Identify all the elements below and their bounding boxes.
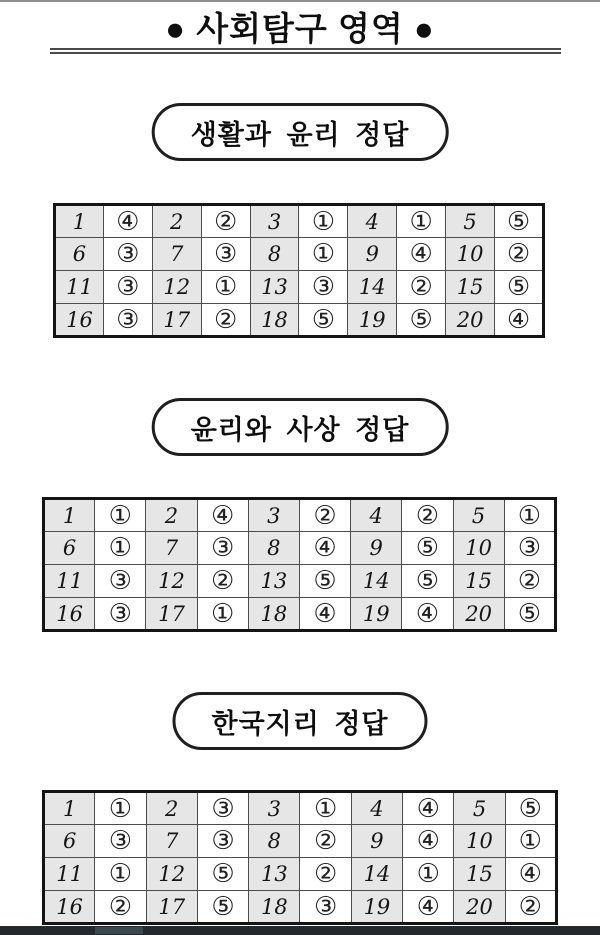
answer-cell: ③ — [197, 532, 248, 565]
question-number-cell: 18 — [249, 891, 300, 924]
question-number-cell: 4 — [351, 499, 402, 532]
question-number-cell: 20 — [454, 891, 505, 924]
answer-cell: ⑤ — [505, 792, 556, 825]
answer-cell: ⑤ — [197, 891, 248, 924]
question-number-cell: 12 — [152, 271, 201, 304]
answer-cell: ③ — [300, 891, 351, 924]
section-heading-life-ethics — [152, 103, 449, 161]
answer-cell: ② — [95, 891, 146, 924]
answer-cell: ② — [299, 499, 350, 532]
answer-cell: ③ — [201, 238, 250, 271]
question-number-cell: 16 — [44, 891, 95, 924]
table-row — [55, 271, 544, 304]
question-number-cell: 5 — [446, 205, 495, 238]
table-row — [44, 532, 556, 565]
answer-cell: ① — [95, 792, 146, 825]
question-number-cell: 10 — [446, 238, 495, 271]
question-number-cell: 13 — [249, 858, 300, 891]
answer-cell: ① — [95, 532, 146, 565]
question-number-cell: 16 — [44, 598, 95, 631]
answer-cell: ① — [95, 858, 146, 891]
answer-cell: ② — [197, 565, 248, 598]
answer-cell: ④ — [403, 792, 454, 825]
question-number-cell: 14 — [351, 565, 402, 598]
question-number-cell: 7 — [146, 532, 197, 565]
answer-cell: ① — [201, 271, 250, 304]
section-heading-label: 윤리와 사상 정답 — [190, 414, 410, 445]
question-number-cell: 2 — [152, 205, 201, 238]
table-row — [55, 238, 544, 271]
answer-cell: ④ — [505, 858, 556, 891]
question-number-cell: 10 — [453, 532, 504, 565]
question-number-cell: 8 — [249, 825, 300, 858]
question-number-cell: 8 — [248, 532, 299, 565]
question-number-cell: 9 — [351, 825, 402, 858]
answer-cell: ④ — [495, 304, 544, 337]
question-number-cell: 20 — [446, 304, 495, 337]
table-row — [44, 598, 556, 631]
question-number-cell: 5 — [453, 499, 504, 532]
title-double-underline — [50, 48, 561, 54]
answer-cell: ② — [300, 858, 351, 891]
answer-cell: ⑤ — [402, 532, 453, 565]
table-row — [44, 499, 556, 532]
answer-cell: ① — [197, 598, 248, 631]
answer-cell: ④ — [397, 238, 446, 271]
page-title: ● 사회탐구 영역 ● — [165, 10, 435, 47]
answer-cell: ① — [397, 205, 446, 238]
question-number-cell: 5 — [454, 792, 505, 825]
question-number-cell: 12 — [146, 858, 197, 891]
table-row — [55, 304, 544, 337]
answer-table-korean-geography — [42, 790, 558, 925]
answer-cell: ① — [403, 858, 454, 891]
question-number-cell: 15 — [446, 271, 495, 304]
answer-cell: ④ — [402, 598, 453, 631]
answer-cell: ② — [505, 891, 556, 924]
table-row — [55, 205, 544, 238]
question-number-cell: 11 — [44, 565, 95, 598]
answer-cell: ② — [397, 271, 446, 304]
answer-cell: ① — [300, 792, 351, 825]
question-number-cell: 10 — [454, 825, 505, 858]
question-number-cell: 7 — [152, 238, 201, 271]
question-number-cell: 14 — [351, 858, 402, 891]
table-row — [44, 891, 557, 924]
question-number-cell: 11 — [55, 271, 104, 304]
answer-cell: ③ — [197, 825, 248, 858]
question-number-cell: 15 — [454, 858, 505, 891]
question-number-cell: 6 — [55, 238, 104, 271]
answer-cell: ④ — [299, 532, 350, 565]
answer-cell: ② — [300, 825, 351, 858]
question-number-cell: 6 — [44, 825, 95, 858]
answer-cell: ② — [495, 238, 544, 271]
question-number-cell: 7 — [146, 825, 197, 858]
answer-table-life-ethics — [53, 203, 545, 338]
answer-cell: ⑤ — [197, 858, 248, 891]
question-number-cell: 2 — [146, 792, 197, 825]
question-number-cell: 1 — [55, 205, 104, 238]
question-number-cell: 17 — [152, 304, 201, 337]
question-number-cell: 3 — [249, 792, 300, 825]
answer-cell: ③ — [103, 271, 152, 304]
answer-cell: ③ — [103, 238, 152, 271]
answer-cell: ② — [201, 205, 250, 238]
question-number-cell: 19 — [351, 891, 402, 924]
question-number-cell: 17 — [146, 891, 197, 924]
answer-cell: ① — [95, 499, 146, 532]
question-number-cell: 16 — [55, 304, 104, 337]
section-heading-label: 한국지리 정답 — [211, 708, 389, 739]
bottom-scrollbar[interactable] — [0, 926, 600, 935]
question-number-cell: 18 — [250, 304, 299, 337]
answer-cell: ⑤ — [397, 304, 446, 337]
answer-cell: ③ — [95, 825, 146, 858]
answer-cell: ③ — [95, 598, 146, 631]
question-number-cell: 4 — [351, 792, 402, 825]
top-edge-line — [0, 0, 600, 2]
question-number-cell: 1 — [44, 792, 95, 825]
answer-cell: ③ — [504, 532, 555, 565]
section-heading-label: 생활과 윤리 정답 — [190, 119, 410, 150]
question-number-cell: 15 — [453, 565, 504, 598]
answer-cell: ⑤ — [495, 205, 544, 238]
answer-cell: ① — [299, 205, 348, 238]
question-number-cell: 1 — [44, 499, 95, 532]
question-number-cell: 19 — [351, 598, 402, 631]
question-number-cell: 12 — [146, 565, 197, 598]
answer-cell: ⑤ — [504, 598, 555, 631]
answer-cell: ② — [504, 565, 555, 598]
answer-cell: ③ — [299, 271, 348, 304]
table-row — [44, 792, 557, 825]
answer-cell: ⑤ — [495, 271, 544, 304]
answer-cell: ⑤ — [299, 565, 350, 598]
answer-cell: ④ — [103, 205, 152, 238]
answer-cell: ③ — [103, 304, 152, 337]
answer-cell: ④ — [403, 891, 454, 924]
table-row — [44, 858, 557, 891]
answer-cell: ③ — [197, 792, 248, 825]
answer-table-ethics-thought — [42, 497, 557, 632]
question-number-cell: 14 — [348, 271, 397, 304]
question-number-cell: 3 — [250, 205, 299, 238]
answer-cell: ② — [201, 304, 250, 337]
table-row — [44, 825, 557, 858]
scrollbar-thumb[interactable] — [95, 927, 143, 934]
question-number-cell: 11 — [44, 858, 95, 891]
question-number-cell: 9 — [351, 532, 402, 565]
answer-cell: ① — [299, 238, 348, 271]
answer-cell: ④ — [197, 499, 248, 532]
answer-cell: ① — [504, 499, 555, 532]
question-number-cell: 6 — [44, 532, 95, 565]
answer-cell: ② — [402, 499, 453, 532]
answer-cell: ③ — [95, 565, 146, 598]
question-number-cell: 9 — [348, 238, 397, 271]
question-number-cell: 20 — [453, 598, 504, 631]
answer-cell: ⑤ — [299, 304, 348, 337]
question-number-cell: 4 — [348, 205, 397, 238]
question-number-cell: 2 — [146, 499, 197, 532]
question-number-cell: 3 — [248, 499, 299, 532]
answer-cell: ④ — [403, 825, 454, 858]
question-number-cell: 17 — [146, 598, 197, 631]
question-number-cell: 18 — [248, 598, 299, 631]
question-number-cell: 19 — [348, 304, 397, 337]
answer-cell: ⑤ — [402, 565, 453, 598]
answer-cell: ① — [505, 825, 556, 858]
question-number-cell: 13 — [250, 271, 299, 304]
question-number-cell: 8 — [250, 238, 299, 271]
table-row — [44, 565, 556, 598]
section-heading-korean-geography — [173, 692, 428, 750]
section-heading-ethics-thought — [152, 398, 449, 456]
question-number-cell: 13 — [248, 565, 299, 598]
answer-cell: ④ — [299, 598, 350, 631]
